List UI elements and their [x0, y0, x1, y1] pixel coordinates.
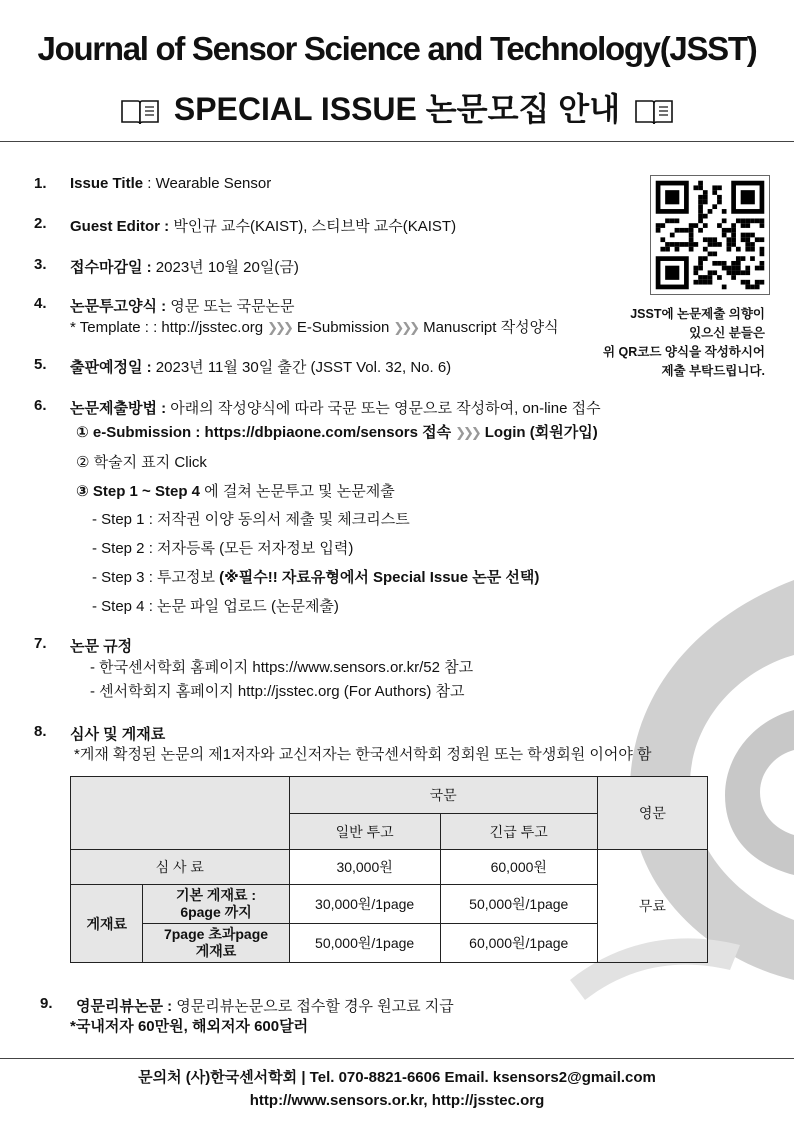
e-submission-link[interactable]: ① e-Submission : https://dbpiaone.com/sensors 접속 ❯❯❯ Login (회원가입) [76, 424, 598, 441]
item-number: 5. [34, 356, 47, 373]
row-review-fee: 심 사 료 [71, 850, 290, 885]
item-number: 7. [34, 635, 47, 652]
col-urgent: 긴급 투고 [440, 814, 597, 850]
special-issue-title: SPECIAL ISSUE 논문모집 안내 [173, 91, 621, 127]
over-urgent: 60,000원/1page [440, 924, 597, 963]
deadline-line: 접수마감일 : 2023년 10월 20일(금) [70, 259, 299, 276]
item-number: 6. [34, 397, 47, 414]
col-regular: 일반 투고 [289, 814, 440, 850]
arrow-icon: ❯❯❯ [267, 320, 291, 335]
row-basic-fee: 기본 게재료 : 6page 까지 [143, 885, 289, 924]
item-number: 1. [34, 175, 47, 192]
col-korean: 국문 [289, 777, 597, 814]
submission-method-line: 논문제출방법 : 아래의 작성양식에 따라 국문 또는 영문으로 작성하여, on-line 접수 [70, 400, 601, 417]
open-book-icon [120, 97, 160, 127]
rules-link-society[interactable]: - 한국센서학회 홈페이지 https://www.sensors.or.kr/52 참고 [90, 659, 474, 676]
rules-link-journal[interactable]: - 센서학회지 홈페이지 http://jsstec.org (For Authors) 참고 [90, 683, 465, 700]
row-publication-fee: 게재료 [71, 885, 143, 963]
steps-overview: ③ Step 1 ~ Step 4 에 걸쳐 논문투고 및 논문제출 [76, 483, 395, 500]
item-number: 9. [40, 995, 53, 1012]
websites[interactable]: http://www.sensors.or.kr, http://jsstec.org [249, 1092, 545, 1109]
arrow-icon: ❯❯❯ [455, 425, 479, 440]
item-number: 2. [34, 215, 47, 232]
fees-note: *게재 확정된 논문의 제1저자와 교신저자는 한국센서학회 정회원 또는 학생회원 이어야 함 [74, 746, 652, 763]
item-number: 3. [34, 256, 47, 273]
contact-info: 문의처 (사)한국센서학회 | Tel. 070-8821-6606 Email. ksensors2@gmail.com [138, 1069, 656, 1086]
step-2: - Step 2 : 저자등록 (모든 저자정보 입력) [92, 540, 354, 557]
fee-table [70, 776, 708, 963]
journal-title: Journal of Sensor Science and Technology(JSST) [37, 30, 757, 67]
guest-editor-line: Guest Editor : 박인규 교수(KAIST), 스티브박 교수(KAIST) [70, 218, 457, 235]
arrow-icon: ❯❯❯ [393, 320, 418, 335]
template-link-line[interactable]: * Template : : http://jsstec.org ❯❯❯ E-Submission ❯❯❯ Manuscript 작성양식 [70, 319, 559, 336]
header-divider [0, 141, 794, 142]
table-corner [71, 777, 290, 850]
publication-date-line: 출판예정일 : 2023년 11월 30일 출간 (JSST Vol. 32, No. 6) [70, 359, 452, 376]
basic-regular: 30,000원/1page [289, 885, 440, 924]
qr-instruction: JSST에 논문제출 의향이 있으신 분들은 위 QR코드 양식을 작성하시어 제출 부탁드립니다. [603, 307, 765, 378]
special-issue-heading [0, 84, 794, 130]
review-paper-line: 영문리뷰논문 : 영문리뷰논문으로 접수할 경우 원고료 지급 [76, 998, 454, 1015]
col-english: 영문 [597, 777, 707, 850]
issue-title-line: Issue Title : Wearable Sensor [70, 175, 272, 192]
review-urgent: 60,000원 [440, 850, 597, 885]
row-over-fee: 7page 초과page 게재료 [143, 924, 289, 963]
review-regular: 30,000원 [289, 850, 440, 885]
step-4: - Step 4 : 논문 파일 업로드 (논문제출) [92, 598, 339, 615]
item-number: 4. [34, 295, 47, 312]
paper-rules-heading: 논문 규정 [70, 638, 133, 655]
review-paper-note: *국내저자 60만원, 해외저자 600달러 [70, 1018, 309, 1035]
manuscript-format-line: 논문투고양식 : 영문 또는 국문논문 [70, 298, 295, 315]
footer-divider [0, 1058, 794, 1059]
english-fee: 무료 [597, 850, 707, 963]
over-regular: 50,000원/1page [289, 924, 440, 963]
basic-urgent: 50,000원/1page [440, 885, 597, 924]
step-1: - Step 1 : 저작권 이양 동의서 제출 및 체크리스트 [92, 511, 410, 528]
qr-code-icon[interactable] [650, 175, 770, 295]
fees-heading: 심사 및 게재료 [70, 726, 166, 743]
journal-cover-click: ② 학술지 표지 Click [76, 454, 207, 471]
item-number: 8. [34, 723, 47, 740]
step-3: - Step 3 : 투고정보 (※필수!! 자료유형에서 Special Issue 논문 선택) [92, 569, 540, 586]
open-book-icon [634, 97, 674, 127]
